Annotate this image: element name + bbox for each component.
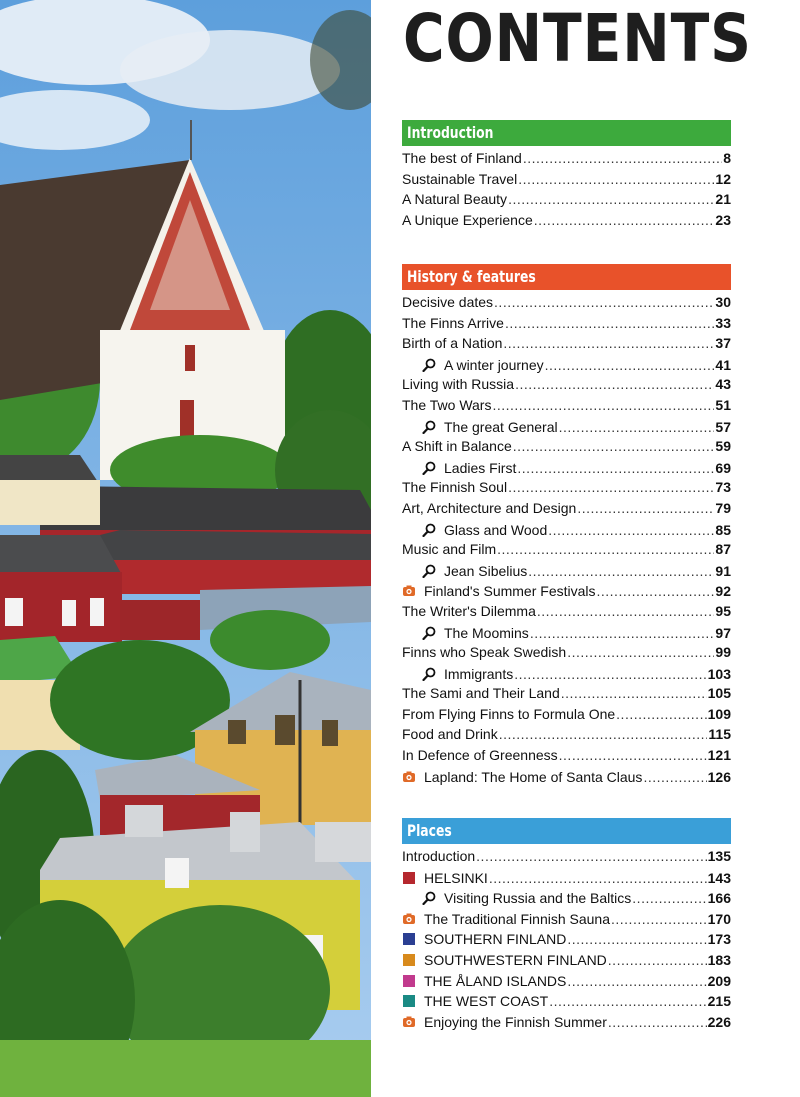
toc-entry-page: 103: [707, 665, 731, 682]
toc-entry-label: Sustainable Travel: [402, 170, 518, 187]
dot-leader: [528, 563, 714, 579]
toc-entry-label: The Traditional Finnish Sauna: [424, 910, 610, 927]
dot-leader: [505, 315, 714, 331]
toc-entry-label: Living with Russia: [402, 376, 515, 393]
region-color-square-icon: [402, 871, 416, 885]
toc-entry: [402, 889, 731, 910]
dot-leader: [492, 397, 714, 413]
toc-entry-label: Lapland: The Home of Santa Claus: [424, 768, 643, 785]
toc-entry-page: 37: [715, 335, 731, 352]
toc-entry-label: The great General: [444, 418, 558, 435]
toc-entry-page: 95: [715, 602, 731, 619]
dot-leader: [534, 212, 715, 228]
toc-entry-page: 41: [715, 356, 731, 373]
toc-entry-label: Art, Architecture and Design: [402, 499, 577, 516]
section-title: Introduction: [407, 123, 494, 142]
dot-leader: [632, 890, 706, 906]
toc-entry-label: THE WEST COAST: [424, 993, 549, 1010]
toc-entry-page: 92: [715, 583, 731, 600]
toc-list: [402, 294, 731, 788]
camera-icon: [402, 770, 416, 784]
region-color-square-icon: [402, 994, 416, 1008]
toc-entry-page: 143: [707, 869, 731, 886]
toc-entry-label: A Unique Experience: [402, 211, 533, 228]
dot-leader: [508, 479, 714, 495]
toc-entry-label: Immigrants: [444, 665, 514, 682]
toc-entry-label: Decisive dates: [402, 294, 494, 310]
toc-entry: [402, 562, 731, 583]
section-history-features: [402, 264, 731, 788]
toc-entry-page: 21: [715, 191, 731, 208]
toc-entry-page: 126: [707, 768, 731, 785]
dot-leader: [537, 603, 715, 619]
dot-leader: [597, 583, 715, 599]
toc-entry-label: Finns who Speak Swedish: [402, 644, 567, 661]
toc-entry-page: 166: [707, 890, 731, 907]
dot-leader: [608, 952, 707, 968]
toc-entry-page: 57: [715, 418, 731, 435]
toc-entry-page: 59: [715, 438, 731, 455]
toc-entry-label: The Finns Arrive: [402, 314, 504, 331]
magnifier-icon: [422, 461, 436, 475]
toc-entry: [402, 479, 731, 500]
toc-entry-page: 30: [715, 294, 731, 310]
toc-entry-label: Enjoying the Finnish Summer: [424, 1013, 607, 1030]
toc-entry-page: 8: [723, 150, 731, 166]
toc-entry: [402, 706, 731, 727]
toc-entry-label: THE ÅLAND ISLANDS: [424, 972, 567, 989]
toc-entry-page: 183: [707, 951, 731, 968]
toc-entry-label: Food and Drink: [402, 726, 498, 743]
toc-entry-label: SOUTHWESTERN FINLAND: [424, 951, 607, 968]
toc-entry-page: 43: [715, 376, 731, 393]
section-header: [402, 120, 731, 146]
toc-entry-label: The best of Finland: [402, 150, 522, 166]
toc-entry: [402, 171, 731, 192]
region-color-square-icon: [402, 953, 416, 967]
toc-entry-label: A winter journey: [444, 356, 544, 373]
toc-entry: [402, 541, 731, 562]
magnifier-icon: [422, 420, 436, 434]
section-introduction: [402, 120, 731, 232]
toc-entry-page: 215: [707, 993, 731, 1010]
dot-leader: [530, 625, 715, 641]
camera-icon: [402, 1015, 416, 1029]
dot-leader: [559, 747, 707, 763]
toc-entry-page: 51: [715, 396, 731, 413]
dot-leader: [494, 294, 714, 310]
toc-entry-label: Visiting Russia and the Baltics: [444, 890, 632, 907]
dot-leader: [561, 685, 707, 701]
toc-entry-label: The Writer's Dilemma: [402, 602, 536, 619]
toc-entry: [402, 191, 731, 212]
toc-entry: [402, 315, 731, 336]
dot-leader: [548, 522, 714, 538]
dot-leader: [611, 911, 707, 927]
toc-entry-page: 87: [715, 541, 731, 558]
toc-entry-page: 73: [715, 479, 731, 496]
toc-entry-page: 209: [707, 972, 731, 989]
toc-entry: [402, 212, 731, 233]
magnifier-icon: [422, 564, 436, 578]
dot-leader: [549, 993, 706, 1009]
toc-entry: [402, 335, 731, 356]
toc-entry-label: A Shift in Balance: [402, 438, 512, 455]
toc-entry-label: Finland's Summer Festivals: [424, 583, 596, 600]
magnifier-icon: [422, 358, 436, 372]
toc-entry: [402, 376, 731, 397]
toc-entry: [402, 582, 731, 603]
toc-entry: [402, 992, 731, 1013]
dot-leader: [567, 931, 706, 947]
region-color-square-icon: [402, 932, 416, 946]
toc-entry-page: 69: [715, 459, 731, 476]
toc-entry: [402, 500, 731, 521]
toc-entry: [402, 910, 731, 931]
dot-leader: [518, 171, 714, 187]
toc-entry: [402, 930, 731, 951]
toc-entry-label: Music and Film: [402, 541, 497, 558]
toc-entry: [402, 150, 731, 171]
toc-entry: [402, 869, 731, 890]
toc-entry-page: 85: [715, 521, 731, 538]
toc-list: [402, 848, 731, 1033]
magnifier-icon: [422, 667, 436, 681]
toc-entry: [402, 685, 731, 706]
toc-entry: [402, 665, 731, 686]
dot-leader: [616, 706, 706, 722]
region-color-square-icon: [402, 974, 416, 988]
dot-leader: [577, 500, 714, 516]
toc-entry: [402, 397, 731, 418]
toc-entry-label: Introduction: [402, 848, 476, 864]
magnifier-icon: [422, 626, 436, 640]
toc-entry-page: 226: [707, 1013, 731, 1030]
page-title: CONTENTS: [403, 0, 752, 77]
toc-entry-label: HELSINKI: [424, 869, 488, 886]
toc-entry-label: Glass and Wood: [444, 521, 548, 538]
toc-entry: [402, 356, 731, 377]
toc-entry: [402, 1013, 731, 1034]
dot-leader: [497, 541, 714, 557]
toc-entry-page: 170: [707, 910, 731, 927]
toc-entry-page: 135: [707, 848, 731, 864]
camera-icon: [402, 912, 416, 926]
toc-entry-label: The Finnish Soul: [402, 479, 508, 496]
toc-entry-label: Birth of a Nation: [402, 335, 503, 352]
dot-leader: [517, 460, 714, 476]
section-header: [402, 264, 731, 290]
toc-entry-label: SOUTHERN FINLAND: [424, 931, 567, 948]
toc-entry-page: 105: [707, 685, 731, 702]
toc-entry-label: A Natural Beauty: [402, 191, 508, 208]
section-places: [402, 818, 731, 1033]
toc-entry-label: From Flying Finns to Formula One: [402, 705, 616, 722]
toc-entry-label: The Sami and Their Land: [402, 685, 560, 702]
dot-leader: [523, 150, 722, 166]
toc-entry-page: 115: [708, 726, 731, 743]
toc-entry: [402, 972, 731, 993]
toc-entry-page: 33: [715, 314, 731, 331]
dot-leader: [559, 419, 715, 435]
toc-list: [402, 150, 731, 232]
toc-entry-page: 121: [707, 747, 731, 764]
toc-entry: [402, 438, 731, 459]
toc-entry-page: 79: [715, 499, 731, 516]
toc-entry-page: 12: [715, 170, 731, 187]
toc-entry-page: 109: [707, 705, 731, 722]
toc-entry: [402, 418, 731, 439]
toc-entry: [402, 644, 731, 665]
toc-entry-label: In Defence of Greenness: [402, 747, 558, 764]
camera-icon: [402, 584, 416, 598]
toc-entry: [402, 768, 731, 789]
dot-leader: [567, 973, 706, 989]
toc-entry: [402, 726, 731, 747]
section-header: [402, 818, 731, 844]
toc-entry: [402, 521, 731, 542]
toc-entry-page: 173: [707, 931, 731, 948]
dot-leader: [608, 1014, 707, 1030]
toc-entry-page: 91: [715, 562, 731, 579]
dot-leader: [476, 848, 706, 864]
dot-leader: [515, 376, 714, 392]
toc-entry: [402, 603, 731, 624]
magnifier-icon: [422, 523, 436, 537]
toc-entry-label: The Two Wars: [402, 396, 492, 413]
dot-leader: [499, 726, 708, 742]
dot-leader: [513, 438, 715, 454]
toc-entry: [402, 624, 731, 645]
toc-entry-page: 99: [715, 644, 731, 661]
dot-leader: [503, 335, 714, 351]
toc-entry-label: Jean Sibelius: [444, 562, 528, 579]
toc-entry: [402, 848, 731, 869]
toc-entry-label: The Moomins: [444, 624, 529, 641]
dot-leader: [567, 644, 714, 660]
toc-entry: [402, 747, 731, 768]
dot-leader: [545, 357, 715, 373]
dot-leader: [643, 769, 706, 785]
toc-entry-label: Ladies First: [444, 459, 517, 476]
toc-entry: [402, 951, 731, 972]
dot-leader: [508, 191, 714, 207]
toc-entry: [402, 459, 731, 480]
toc-entry-page: 97: [715, 624, 731, 641]
section-title: Places: [407, 821, 452, 840]
toc-entry: [402, 294, 731, 315]
dot-leader: [489, 870, 707, 886]
dot-leader: [514, 666, 706, 682]
cover-photo: [0, 0, 371, 1097]
section-title: History & features: [407, 267, 536, 286]
magnifier-icon: [422, 891, 436, 905]
toc-entry-page: 23: [715, 211, 731, 228]
